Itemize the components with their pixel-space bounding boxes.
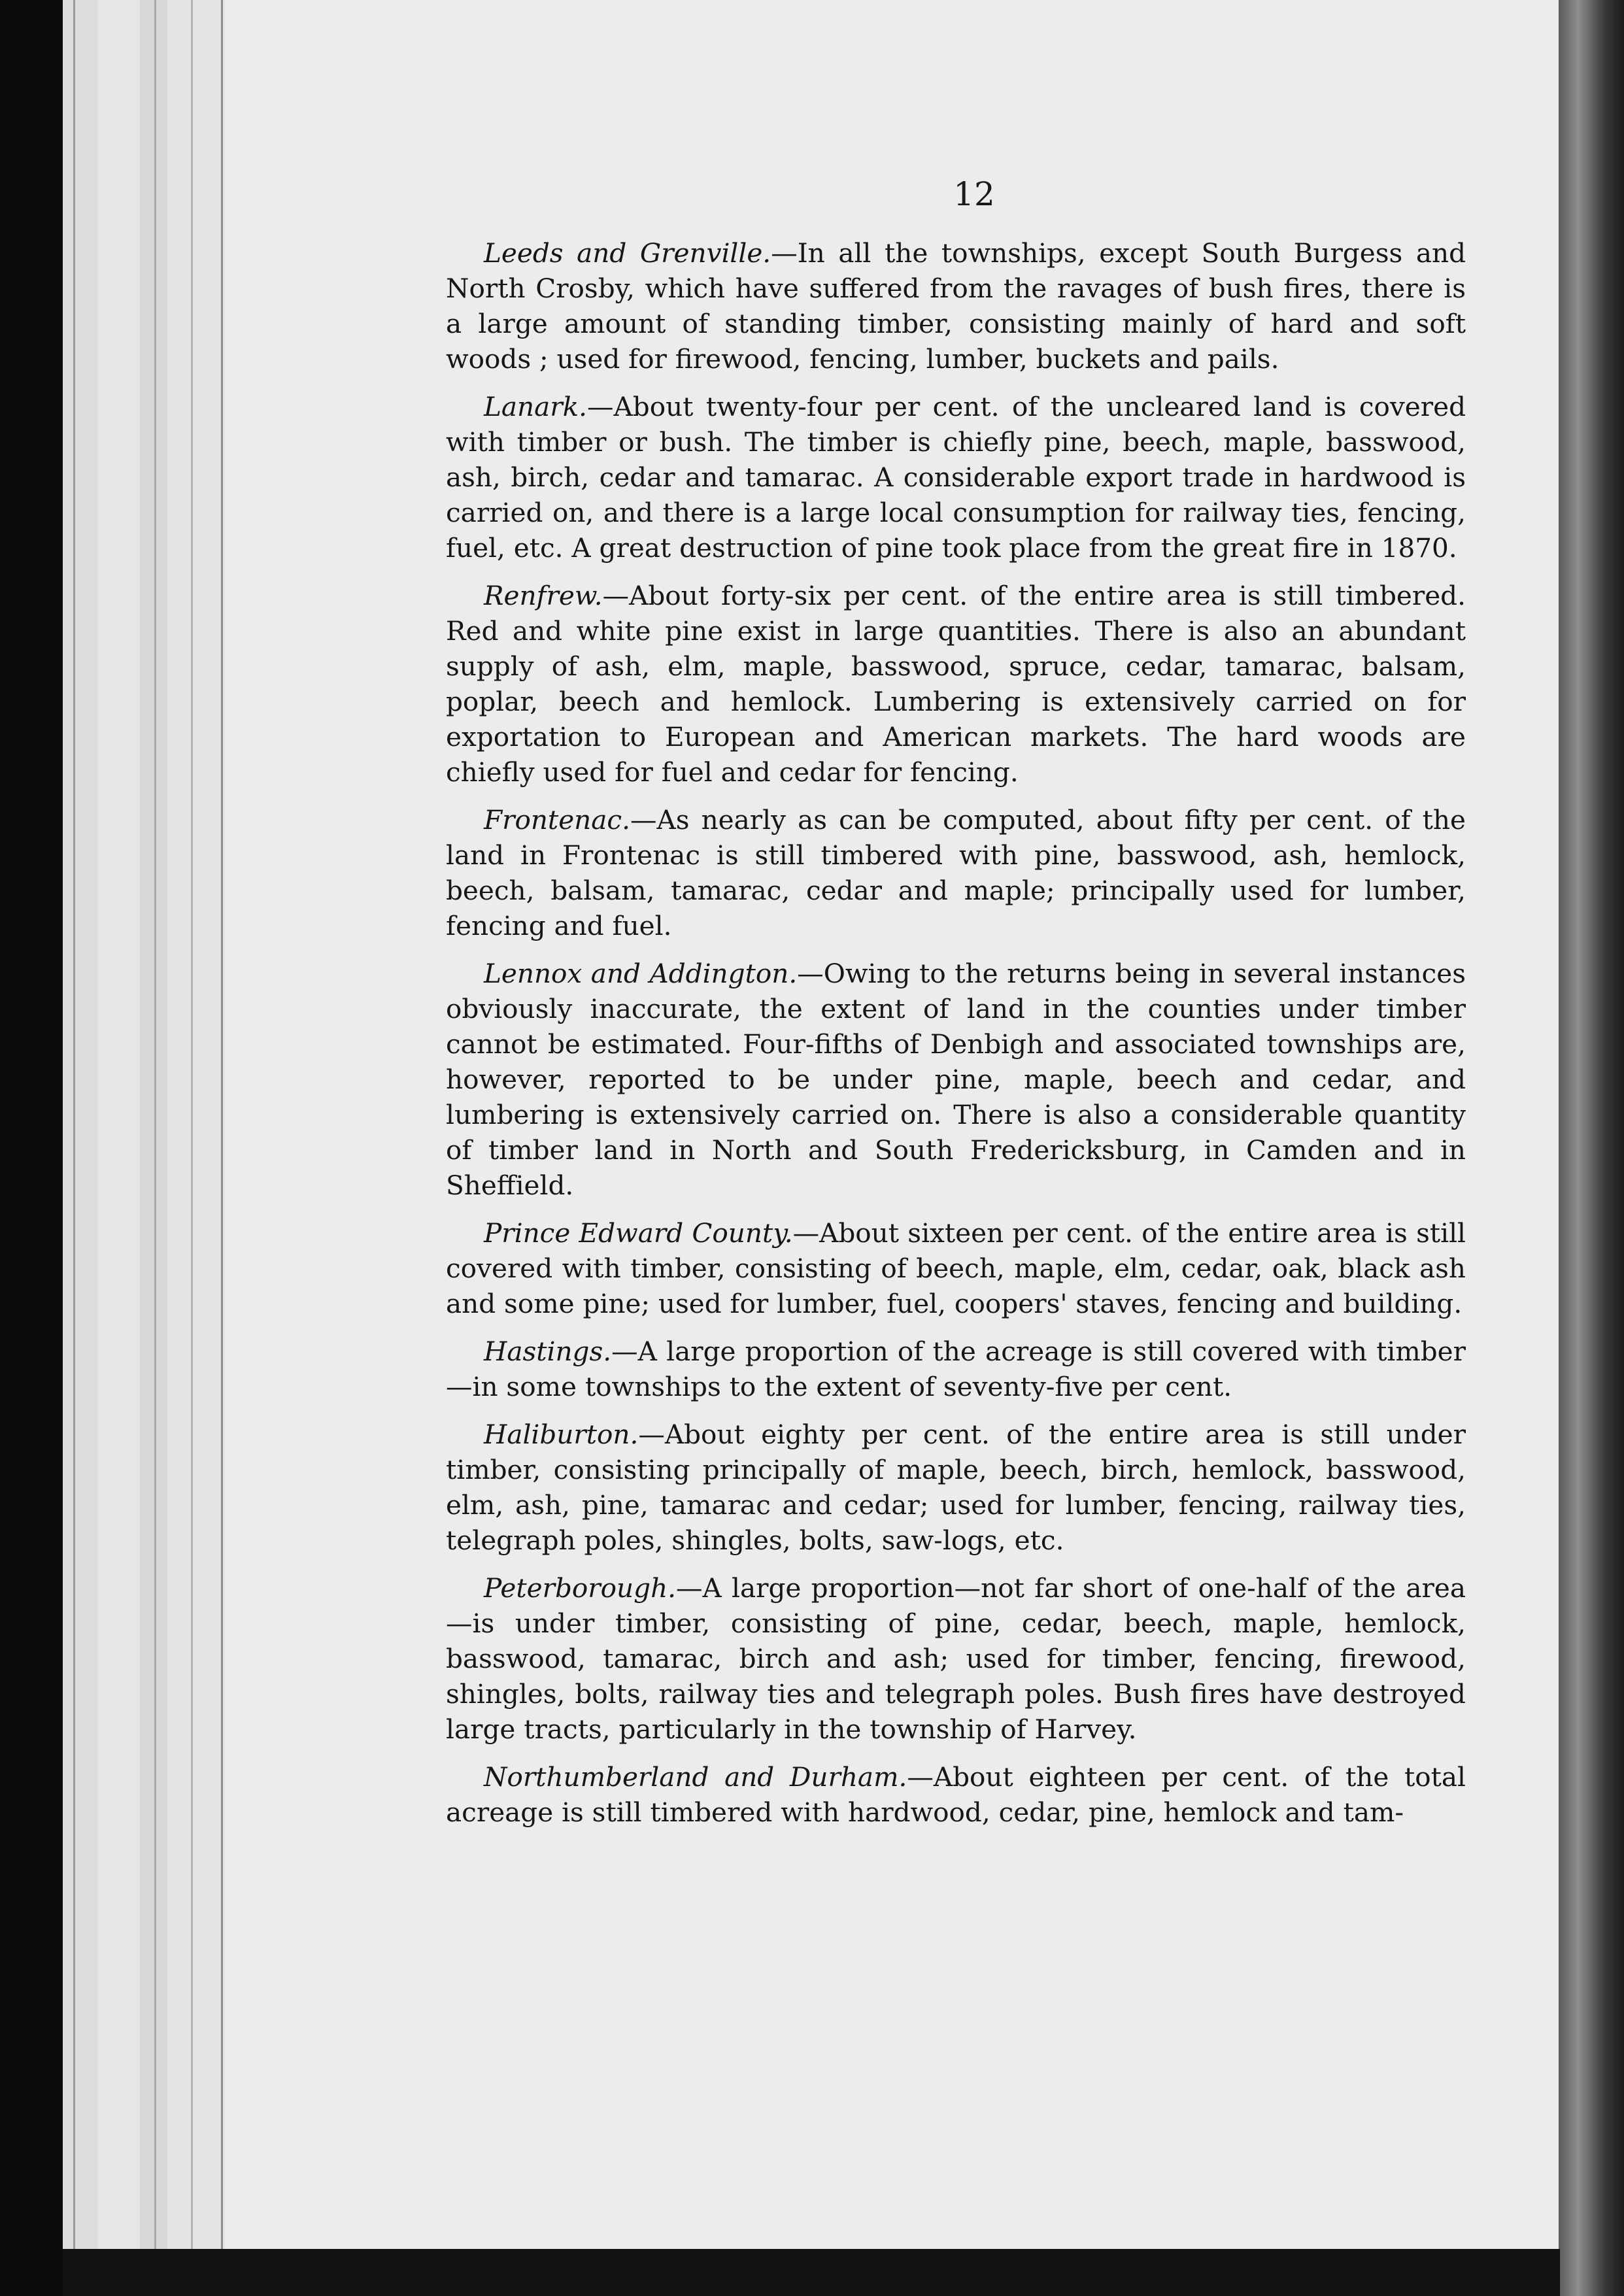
page-edge-line (73, 0, 75, 2296)
county-heading: Frontenac. (484, 804, 630, 836)
paragraph-text: —About twenty-four per cent. of the uncleared land is covered with timber or bush. The timber is chiefly pine, beech, maple, basswood, ash, birch, cedar and tamarac. A considerable export trade in hardwood is carried on, and there is a large local consumption for railway ties, fencing, fuel, etc. A great destruction of pine took place from the great fire in 1870. (446, 391, 1466, 564)
paragraph-text: —About eighty per cent. of the entire area is still under timber, consisting principally of maple, beech, birch, hemlock, basswood, elm, ash, pine, tamarac and cedar; used for lumber, fencing, railway ties, telegraph poles, shingles, bolts, saw-logs, etc. (446, 1419, 1466, 1556)
page-edge-line (221, 0, 223, 2296)
body-text (446, 235, 1466, 1842)
paragraph-haliburton (446, 1417, 1466, 1558)
paragraph-text: —In all the townships, except South Burgess and North Crosby, which have suffered from the ravages of bush fires, there is a large amount of standing timber, consisting mainly of hard and soft woods ; used for firewood, fencing, lumber, buckets and pails. (446, 237, 1466, 375)
paragraph-renfrew (446, 578, 1466, 790)
paragraph-lennox-and-addington (446, 956, 1466, 1203)
page-edge-line (191, 0, 193, 2296)
paragraph-hastings (446, 1334, 1466, 1404)
county-heading: Prince Edward County. (484, 1217, 793, 1249)
book-binding-shadow (1559, 0, 1624, 2296)
paragraph-prince-edward-county (446, 1215, 1466, 1321)
county-heading: Peterborough. (484, 1572, 677, 1604)
paragraph-text: —As nearly as can be computed, about fifty per cent. of the land in Frontenac is still timbered with pine, basswood, ash, hemlock, beech, balsam, tamarac, cedar and maple; principally used for lumber, fencing and fuel. (446, 804, 1466, 941)
county-heading: Leeds and Grenville. (484, 237, 771, 269)
paragraph-northumberland-and-durham (446, 1759, 1466, 1830)
paragraph-text: —About sixteen per cent. of the entire area is still covered with timber, consisting of beech, maple, elm, cedar, oak, black ash and some pine; used for lumber, fuel, coopers' staves, fencing and building. (446, 1217, 1466, 1319)
county-heading: Lennox and Addington. (484, 958, 798, 989)
county-heading: Renfrew. (484, 580, 603, 611)
county-heading: Lanark. (484, 391, 588, 422)
paragraph-text: —A large proportion—not far short of one-half of the area—is under timber, consisting of pine, cedar, beech, maple, hemlock, basswood, tamarac, birch and ash; used for timber, fencing, firewood, shingles, bolts, railway ties and telegraph poles. Bush fires have destroyed large tracts, particularly in the township of Harvey. (446, 1572, 1466, 1745)
paragraph-text: —About forty-six per cent. of the entire area is still timbered. Red and white pine exist in large quantities. There is also an abundant supply of ash, elm, maple, basswood, spruce, cedar, tamarac, balsam, poplar, beech and hemlock. Lumbering is extensively carried on for exportation to European and American markets. The hard woods are chiefly used for fuel and cedar for fencing. (446, 580, 1466, 788)
page-edge-line (154, 0, 156, 2296)
county-heading: Haliburton. (484, 1419, 639, 1450)
paragraph-frontenac (446, 802, 1466, 943)
paragraph-text: —Owing to the returns being in several instances obviously inaccurate, the extent of land in the counties under timber cannot be estimated. Four-fifths of Denbigh and associated townships are, however, reported to be under pine, maple, beech and cedar, and lumbering is extensively carried on. There is also a considerable quantity of timber land in North and South Fredericksburg, in Camden and in Sheffield. (446, 958, 1466, 1201)
page-edge (167, 0, 226, 2296)
county-heading: Hastings. (484, 1336, 612, 1367)
paragraph-lanark (446, 389, 1466, 566)
page-number: 12 (953, 175, 995, 213)
paragraph-text: —About eighteen per cent. of the total acreage is still timbered with hardwood, cedar, pine, hemlock and tam- (446, 1761, 1466, 1828)
paragraph-leeds-and-grenville (446, 235, 1466, 377)
county-heading: Northumberland and Durham. (484, 1761, 907, 1793)
paragraph-text: —A large proportion of the acreage is still covered with timber—in some townships to the extent of seventy-five per cent. (446, 1336, 1466, 1402)
paragraph-peterborough (446, 1570, 1466, 1747)
scan-bottom-border (63, 2249, 1560, 2296)
